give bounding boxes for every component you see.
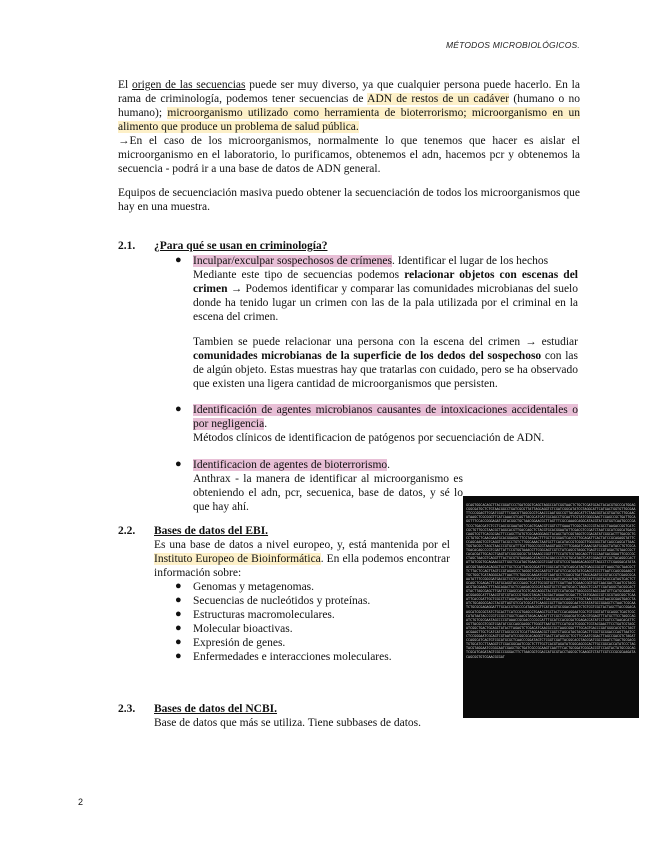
bullet-item — [193, 403, 578, 431]
highlight-text: Identificacion de agentes de bioterrorismo — [193, 459, 388, 471]
section-number: 2.2. — [118, 525, 136, 537]
text-run: → Podemos identificar y comparar las comunidades microbianas del suelo donde ha tenido lugar un crimen con las de la pala utilizada por el criminal en la escena del crimen. — [193, 283, 578, 323]
bullet-icon: ● — [175, 580, 182, 592]
text-run: Es una base de datos a nivel europeo, y, está mantenida por el — [154, 539, 450, 551]
bullet-icon: ● — [175, 458, 182, 470]
list-item: Secuencias de nucleótidos y proteínas. — [193, 595, 371, 607]
list-item: Estructuras macromoleculares. — [193, 609, 335, 621]
list-item: Genomas y metagenomas. — [193, 581, 315, 593]
text-run: El — [118, 79, 132, 91]
bold-text: relacionar objetos con escenas del crimen — [193, 269, 579, 295]
bullet-paragraph: Métodos clínicos de identificacion de patógenos por secuenciación de ADN. — [193, 432, 545, 444]
text-run: . — [264, 418, 268, 430]
bullet-icon: ● — [175, 636, 182, 648]
highlight-text: Inculpar/exculpar sospechosos de crímenes — [193, 255, 392, 267]
origin-link-text: origen de las secuencias — [132, 79, 246, 91]
text-run: Tambien se puede relacionar una persona con la escena del crimen → estudiar — [193, 336, 578, 348]
bullet-icon: ● — [175, 594, 182, 606]
text-run: puede ser muy diverso, ya que cualquier persona puede hacerlo. En la rama de criminología, podemos tener secuencias de — [118, 79, 580, 105]
bullet-icon: ● — [175, 403, 182, 415]
section-number: 2.1. — [118, 240, 136, 252]
text-run: (humano o no humano); — [118, 93, 580, 119]
text-run: . Identificar el lugar de los hechos — [391, 255, 549, 267]
bullet-paragraph — [193, 268, 578, 324]
list-item: Molecular bioactivas. — [193, 623, 293, 635]
list-item: Expresión de genes. — [193, 637, 286, 649]
highlight-text: Identificación de agentes microbianos causantes de intoxicaciones accidentales o por negligencia — [193, 404, 578, 430]
running-header: MÉTODOS MICROBIOLÓGICOS. — [445, 40, 580, 50]
bullet-item — [193, 254, 578, 268]
intro-paragraph-2: →En el caso de los microorganismos, normalmente lo que tenemos que hacer es aislar el microorganismo en el laboratorio, lo purificamos, obtenemos el adn, hacemos pcr y obtenemos la secuencia - podrá ir a una base de datos de ADN general. — [118, 135, 580, 175]
highlight-text: microorganismo utilizado como herramienta de bioterrorismo; microorganismo en un alimento que produce un problema de salud pública. — [118, 107, 580, 133]
bold-text: comunidades microbianas de la superficie de los dedos del sospechoso — [193, 350, 542, 362]
section-number: 2.3. — [118, 703, 136, 715]
dna-sequence-image: GCAGTGGCACAGCTTACCGGATCCCTGATCGGTCAGCTAGGCCATCGGTAACTCTGCTCGATGCACTACACGTGCCCATGGAGCGGCGATGCTCTGTAACGGCCTGATCGCGTTATTAGCAGGTCTCGATCGGCATATCGTAGGCATTCATGACTGGTGTTGCGAATTCCCGGAGTTCGATCGGTTTCGACGTTAGCGCGTCAACCCAATGGCCGTTACAGCATTCTAACGGTACGTGATGCTTGCAACATAAGCTCGCGGGTTCATCAAACGTCAGTTACGCATCATCGCAGCCTGCAATTCGTATCGGGCAACTCGAGCCGCTGATTGCAGGTTTCCACCGGGAGATCGTACGGCTGCTAACGGAACGCTTAGTTTCGCCAAAGCAGGCATACGTATCGTGGTCAATGCCCGATCCCTGACGATCTCCTCAGCGCGAATAGTCCAGTGAACGTCGGTCTTGAAATTCGGCTACCCGTACGCCTAAGACCGGTCATCCGCTGTTGCGTAACGCTAGGCACGTTGACCAGCTCTACGTGCACGGAATATTCGACGTCCGATCTAATCGCATCGGCATGACGCAAGTCGTTCACGCGACTTCCAGCTTATGTCGCAAGGGAGCTACAGCTATCGGTAGGTCCGACATATCGGCACTTTGACGCTGCCTATGCTCAACGAATGCACGGAGGCTTCGTAGAACTTTGCTGCGGAGTCACCGTTGCAGATTCACTATCCGCAGAGGTATTCCCAGCAAGTCGTCAGGTTACGCCTGTCTTGGCAAACTAATGCTTCACATACCGTCGGGTTGGCGGCTATCAGCCAGCATTAACTGGTACGCCTAGCTAACCCGTGCATTTCATTGGCCGCGTAAGGTAGCCTTTCGAGATCAAACGATGCAGCTATACCTGTCGCATGACACAGCCCGTCGATTATTCCGTGGTAAACGTTCGGCAGTCGTCTATCAGCGTAGGCTGAGTCCCGTAGACTGTAACCGCTCACACGATTGCACCTGAGTATCGGCGGCGCTATAAAGCCGGTTTTCCATGTCGTAGCAGCTTCCCAATGACGGAATTCGCCGCCTAGCTAACGTCAGGTTTACTGCGTGTAGGAGCATACGTACGACCCGTCGTGCATAGTCATCGGAGTGTCGCTACAGGCCACTATTATCGGTGCAGAACGCTTGGCTCCATAGTGAACGCGTCGATCGTGTCCGTAAAGACAGCGTTAGCCTCTCGAGGACATATAACCGGTAAGCACAGGCTGCTTGCTCCATTACGCGGATTTCGGCCATCTATCAGCATAGTGAGCCGCGTTAAGCTGCTAACGCTTCTTACTCCAGTTAGTCCGTAGAGCCCTAGGGTCACCAATGCTCATGTCCACGGTATCGACGTCCCTTAATCCAGCGGAAGCTTGCTGGCTCATAGGGCACTTAACTTCTGGCGCAAGATCGTCAATGCCTCGACGTGATTAGCAGATGCCGTACCGTCGAGCGCAAATATTTCCGGCGATGACGCTCGTCCAGAATGCATGCTTGCCCAGTCACCGATAGTCGGTATTCGGTACGCCATAGTCACTCTGCAGCTCGAGACTTCATGCAGGTACCCGAGCTCATTGCGGTGCTTCGATTAATCGAACCGGTGGTCAACGACTCAATCGTACGACGTACGAAGCTTTAGCAGACTGCTCCAAGACGCGCATAGGTGCTCTAATGCACCTAGGCTCCATTCGATAGGCTACGGCACTGTACTTAGCGAGCTTGATCTCGAGCCATCGTCAGCAGGCTACCGTCCATACGATTAGCGCGTAGCCAATGTTCATGCGAACGCACGGAGGCATTTAACGTGTCGTACCCGTGACGTAGACTACGACTAGAATGCGACTTCTATGGAGCCGTCGCGTAGCGGCTCAAATTCACCGATTGCTCGCCTCTAGATGAGTACGGTCCATTGACGCACGCCAGCCTTTGCTAACCGTAGTAACGCGAGTGACCTAATCTGCAGGCGACCTACGTTAGTGTCCATCGCATTCAAGCCGCTTGATCGGGCAATCGTATATGCCGGAGCTCTAACTCGCAATCTGCGCGAGAGGATTTGCACCGTGCCCCATAACGGTTCATACGTGCGGACCAAGTCTGTCGTCGCTACTAGCTTACCGGACAAGCATCGCGGTATCTGCACTTCATCCGTGAGCGTGAAGCTGCTACTCCACAGGAATCGCTGTCGGTATTGCAGGCTCAGTCGCCATATAATACCCCGTCCGCCTGGCTCAACGTAGACAACATTCTCGCTCGGACGATCCACGTGGAGTTTATGCTTCCTAGCCAGATCTGTCGCGAATAGCCCCGTAAACCGCGACCCCGCCATTTGCATCCACGCGATCGAGACCATATCCTGGTCCTAACACATTCGGTTACGCGTCGGTCGATATCGCCAGCGAGGCTTGGGTTAATGCTTCCATGCATCGGGCTCGTACGAACTTCCTGATCGTAGCATCGGCTGACTGCAGCTATACTTAGAGTCTCGACATCAACGCCGCTAAGCGGATTTGCAGTGACCCGATGGGCACGTCCTAGTACGAAGTTGCTCATCATCTAGCGCCGTCCATTAGGAACGCTCGGTCTAGCATAGTACGACTTCGCTGCGGACCCAGTTAATCCCTCCGGGAATCGCAGTCGTAATATCCGGCGCACAGGGTTGACTCATAGCGCTCGTTCCAATCGGACTTAGCCGACGTCTAGATCCAGGCATCAGTGTCGCATGCGCTCAACCCGGATAGTCTCGGTCGATTACGGCACGTAGCGATCGCCGAATCTGACTGCGACGTGTGCATCCTTAAGGTCTCGACGGCAATCCGCTCTTTGCTCACGTAGATATCGGCAGCGCACTTGCCGGCACCATATCCCTAGTACGTAGGAATCCGGCAATCGAGCTGCTGATCGCCGCAAGTCAATTTCACTGCGGATCGGCACCGTCCAGTACTATGCCGCAGTCGCATCAGATAGTCGCCCGGGACTTCTTAACGGTCGACCATGCGTACCTAGCGCTCAAGGTCTATTCGTCCCGCGCAAGATACAGCGGTGTCGAACGCGAT — [463, 496, 639, 718]
bullet-paragraph: Anthrax - la manera de identificar al microorganismo es obteniendo el adn, pcr, secuenica, base de datos, y sé lo que hay ahí. — [193, 473, 463, 513]
bullet-icon: ● — [175, 650, 182, 662]
intro-paragraph-1 — [118, 78, 580, 134]
highlight-text: Instituto Europeo de Bioinformática — [154, 553, 321, 565]
bullet-icon: ● — [175, 254, 182, 266]
text-run: con las de algún objeto. Estas muestras hay que tratarlas con cuidado, pero se ha observado que existen una ligera cantidad de microorganismos que persisten. — [193, 350, 578, 390]
list-item: Enfermedades e interacciones moleculares. — [193, 651, 392, 663]
section-title: Bases de datos del NCBI. — [154, 703, 278, 715]
text-run: Mediante este tipo de secuencias podemos — [193, 269, 405, 281]
bullet-paragraph — [193, 335, 578, 391]
text-run: . — [387, 459, 391, 471]
bullet-item — [193, 458, 578, 472]
bullet-icon: ● — [175, 622, 182, 634]
page-number: 2 — [78, 797, 84, 807]
bullet-icon: ● — [175, 608, 182, 620]
section-paragraph — [154, 538, 450, 580]
section-paragraph: Base de datos que más se utiliza. Tiene subbases de datos. — [154, 717, 422, 729]
section-title: Bases de datos del EBI. — [154, 525, 269, 537]
intro-paragraph-3: Equipos de secuenciación masiva puedo obtener la secuenciación de todos los microorganismos que hay en una muestra. — [118, 187, 580, 213]
highlight-text: ADN de restos de un cadáver — [367, 93, 510, 105]
section-title: ¿Para qué se usan en criminología? — [154, 240, 328, 252]
text-run: . En ella podemos encontrar información sobre: — [154, 553, 450, 579]
